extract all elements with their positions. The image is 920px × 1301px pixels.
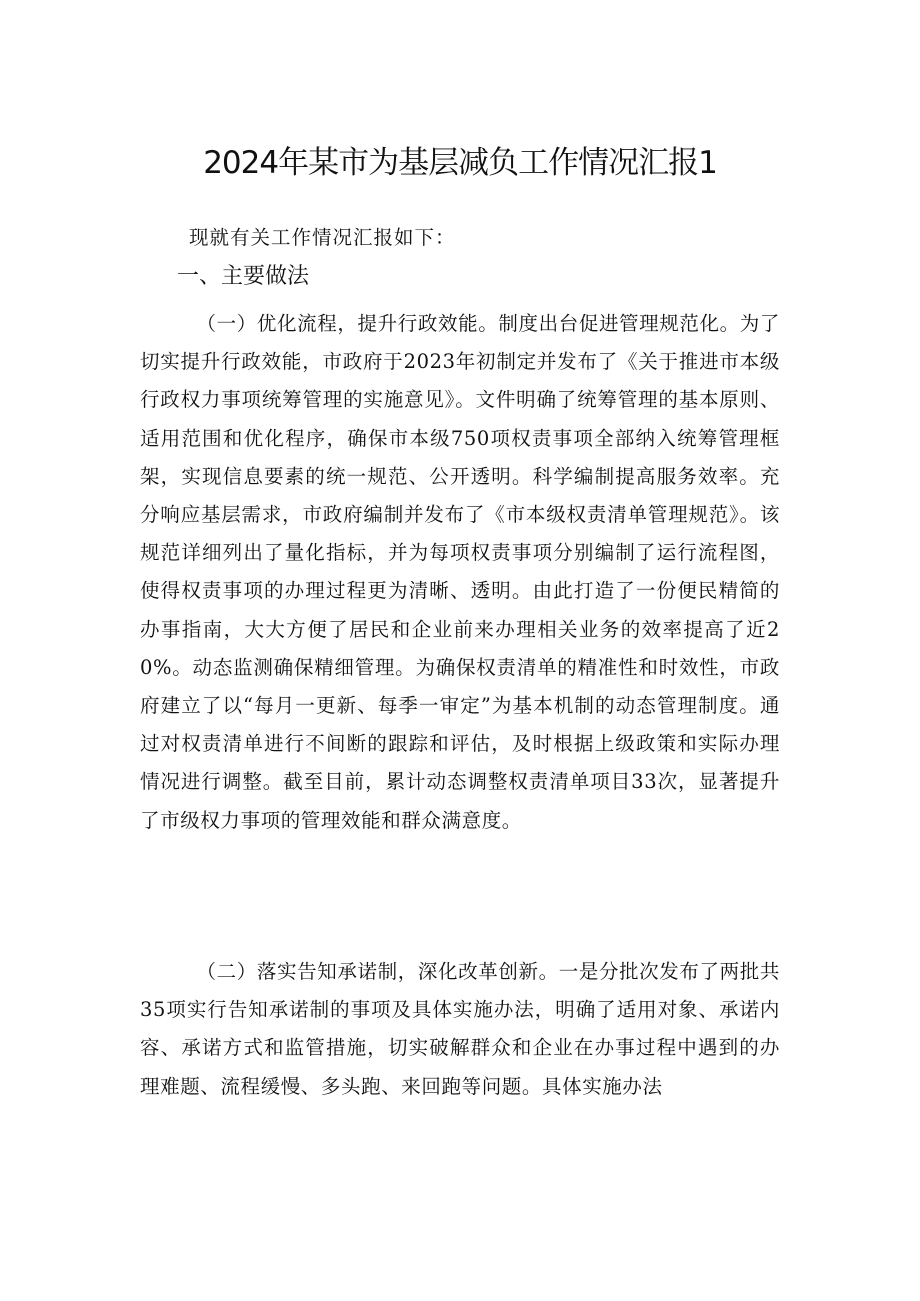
paragraph-2: （二）落实告知承诺制，深化改革创新。一是分批次发布了两批共35项实行告知承诺制的事项及具体实施办法，明确了适用对象、承诺内容、承诺方式和监管措施，切实破解群众和企业在办事过程中遇到的办理难题、流程缓慢、多头跑、来回跑等问题。具体实施办法 (140, 960, 780, 1098)
document-title: 2024年某市为基层减负工作情况汇报1 (203, 145, 717, 181)
section-heading: 一、主要做法 (177, 264, 310, 289)
intro-text: 现就有关工作情况汇报如下： (189, 226, 456, 249)
paragraph-1: （一）优化流程，提升行政效能。制度出台促进管理规范化。为了切实提升行政效能，市政府于2023年初制定并发布了《关于推进市本级行政权力事项统筹管理的实施意见》。文件明确了统筹管理的基本原则、适用范围和优化程序，确保市本级750项权责事项全部纳入统筹管理框架，实现信息要素的统一规范、公开透明。科学编制提高服务效率。充分响应基层需求，市政府编制并发布了《市本级权责清单管理规范》。该规范详细列出了量化指标，并为每项权责事项分别编制了运行流程图，使得权责事项的办理过程更为清晰、透明。由此打造了一份便民精简的办事指南，大大方便了居民和企业前来办理相关业务的效率提高了近20%。动态监测确保精细管理。为确保权责清单的精准性和时效性，市政府建立了以“每月一更新、每季一审定”为基本机制的动态管理制度。通过对权责清单进行不间断的跟踪和评估，及时根据上级政策和实际办理情况进行调整。截至目前，累计动态调整权责清单项目33次，显著提升了市级权力事项的管理效能和群众满意度。 (140, 312, 780, 832)
